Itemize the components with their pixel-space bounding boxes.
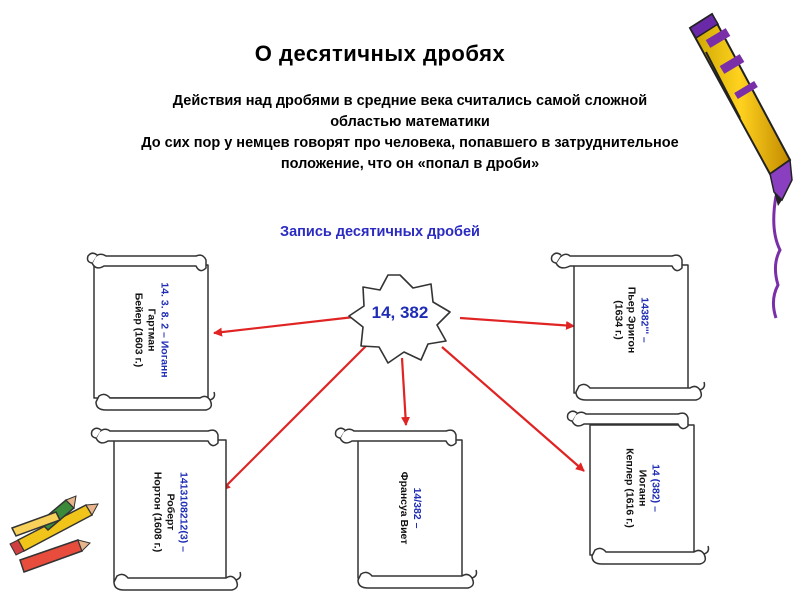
- arrow-to-scroll-2: [460, 318, 574, 326]
- scroll-2-text: [612, 287, 651, 354]
- intro-line-2: областью математики: [330, 114, 490, 130]
- intro-line-3: До сих пор у немцев говорят про человека, попавшего в затруднительное: [141, 135, 679, 151]
- scroll-4-text: [397, 472, 423, 545]
- pen-icon: [690, 14, 792, 318]
- scroll-2-notation: 14382''' –: [638, 297, 651, 343]
- scroll-5-notation: 14 (382) –: [649, 464, 662, 512]
- intro-line-4: положение, что он «попал в дроби»: [280, 156, 540, 172]
- arrow-to-scroll-5: [442, 347, 584, 471]
- center-value: 14, 382: [371, 303, 429, 322]
- pencils-icon: [10, 496, 98, 572]
- scroll-4-author-1: Франсуа Виет: [398, 471, 410, 545]
- scroll-3-author-2: Нортон (1608 г.): [151, 471, 164, 553]
- arrow-to-scroll-4: [402, 358, 406, 425]
- arrow-to-scroll-3: [222, 346, 366, 490]
- scroll-1-text: [132, 282, 171, 377]
- scroll-4-notation: 14/382 –: [411, 487, 423, 529]
- scroll-5-author-1: Иоганн: [636, 469, 649, 507]
- scroll-2-author-2: (1634 г.): [612, 300, 625, 340]
- scroll-3-notation: 1413108212(3) –: [177, 472, 190, 552]
- scroll-1-author-2: Бейер (1603 г.): [132, 292, 145, 368]
- scroll-3-author-1: Роберт: [164, 493, 177, 531]
- scroll-2-author-1: Пьер Эригон: [625, 286, 638, 354]
- scroll-1-author-1: Гартман: [145, 308, 158, 352]
- scroll-5-author-2: Кеплер (1616 г.): [623, 448, 636, 528]
- scroll-5-text: [623, 448, 662, 528]
- diagram-subtitle: Запись десятичных дробей: [280, 224, 480, 240]
- scroll-3-text: [151, 472, 190, 552]
- arrow-to-scroll-1: [214, 317, 354, 333]
- scroll-1-notation: 14. 3. 8. 2 – Иоганн: [158, 282, 171, 378]
- intro-line-1: Действия над дробями в средние века считались самой сложной: [172, 93, 648, 109]
- page-title: О десятичных дробях: [254, 41, 506, 66]
